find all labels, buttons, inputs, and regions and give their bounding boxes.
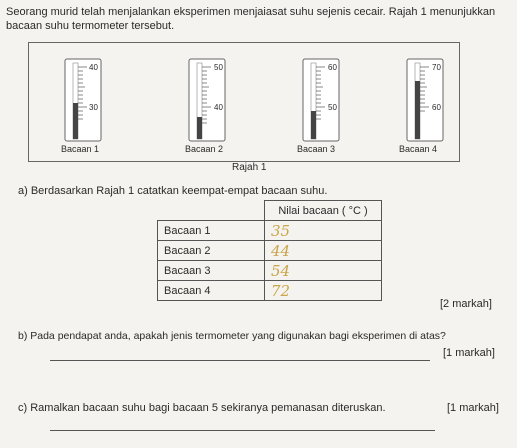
- row-value-field[interactable]: [265, 241, 382, 261]
- thermometer-4-top-label: 70: [432, 63, 441, 72]
- table-header-empty: [158, 201, 265, 221]
- answer-line-b[interactable]: [50, 360, 430, 361]
- row-value-field[interactable]: [265, 221, 382, 241]
- row-value: 35: [271, 221, 291, 240]
- thermometer-1-caption: Bacaan 1: [61, 144, 100, 154]
- thermometer-4-caption: Bacaan 4: [399, 144, 438, 154]
- question-a-marks: [2 markah]: [440, 298, 492, 310]
- table-header: Nilai bacaan ( °C ): [265, 201, 382, 221]
- row-value: 44: [271, 241, 291, 260]
- row-value-field[interactable]: [265, 261, 382, 281]
- thermometer-2-top-label: 50: [214, 63, 223, 72]
- table-row: [158, 281, 382, 301]
- table-row: [158, 261, 382, 281]
- thermometer-4-bottom-label: 60: [432, 103, 441, 112]
- thermometer-3-bottom-label: 50: [328, 103, 337, 112]
- question-b-text: b) Pada pendapat anda, apakah jenis termometer yang digunakan bagi eksperimen di atas?: [18, 330, 446, 342]
- thermometer-1-top-label: 40: [89, 63, 98, 72]
- question-c-text: c) Ramalkan bacaan suhu bagi bacaan 5 sekiranya pemanasan diteruskan.: [18, 402, 386, 414]
- row-value: 54: [271, 261, 291, 280]
- figure-title: Rajah 1: [232, 162, 267, 173]
- question-c-marks: [1 markah]: [447, 402, 499, 414]
- table-row: [158, 221, 382, 241]
- row-label: Bacaan 4: [158, 281, 265, 301]
- thermometer-2-bottom-label: 40: [214, 103, 223, 112]
- row-value-field[interactable]: [265, 281, 382, 301]
- intro-text: Seorang murid telah menjalankan eksperimen menjaiasat suhu sejenis cecair. Rajah 1 menunjukkan bacaan suhu termometer tersebut.: [6, 6, 496, 32]
- table-header-row: [158, 201, 382, 221]
- thermometer-2-caption: Bacaan 2: [185, 144, 224, 154]
- row-value: 72: [271, 281, 291, 300]
- table-row: [158, 241, 382, 261]
- question-b-marks: [1 markah]: [443, 347, 495, 359]
- answer-line-c[interactable]: [50, 430, 435, 431]
- row-label: Bacaan 3: [158, 261, 265, 281]
- thermometer-3-top-label: 60: [328, 63, 337, 72]
- thermometer-3-caption: Bacaan 3: [297, 144, 336, 154]
- figure-box: [28, 42, 460, 162]
- row-label: Bacaan 1: [158, 221, 265, 241]
- thermometer-1-bottom-label: 30: [89, 103, 98, 112]
- answer-table: [157, 200, 382, 301]
- row-label: Bacaan 2: [158, 241, 265, 261]
- question-a-text: a) Berdasarkan Rajah 1 catatkan keempat-empat bacaan suhu.: [18, 185, 328, 197]
